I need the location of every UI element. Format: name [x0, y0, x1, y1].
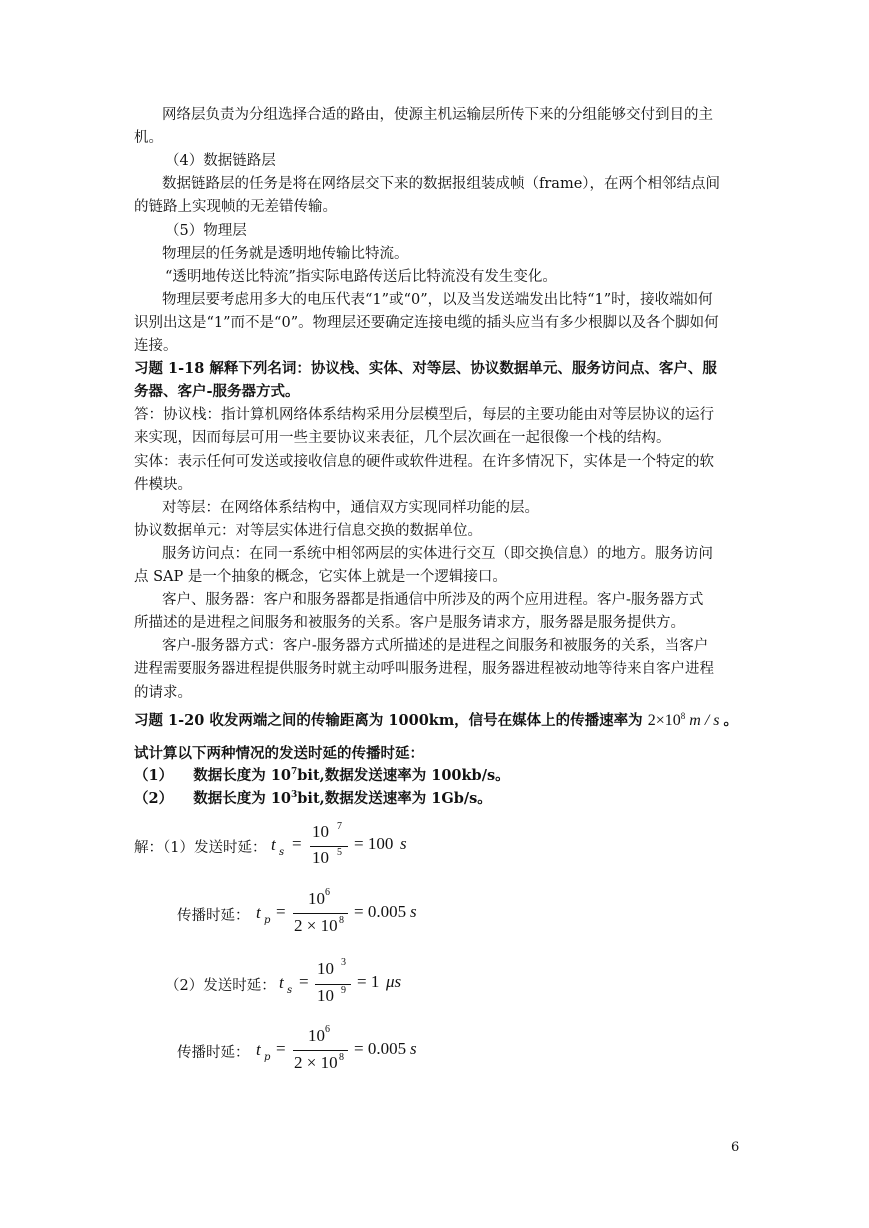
- text-line: 客户-服务器方式：客户-服务器方式所描述的是进程之间服务和被服务的关系，当客户: [162, 638, 709, 654]
- case2-number: （2）: [134, 790, 174, 807]
- text-line: 习题 1-18 解释下列名词：协议栈、实体、对等层、协议数据单元、服务访问点、客户、服: [134, 360, 717, 377]
- case2-text-a: 数据长度为 10: [193, 790, 292, 807]
- case1-text-b: bit,数据发送速率为 100kb/s。: [297, 767, 510, 784]
- eq1-equals: =: [292, 834, 302, 853]
- text-line: （4）数据链路层: [165, 153, 276, 169]
- text-line: 客户、服务器：客户和服务器都是指通信中所涉及的两个应用进程。客户-服务器方式: [162, 592, 704, 608]
- text-line: 物理层的任务就是透明地传输比特流。: [162, 246, 409, 262]
- text-line: 服务访问点：在同一系统中相邻两层的实体进行交互（即交换信息）的地方。服务访问: [162, 546, 713, 562]
- eq3-num-exp: 3: [341, 957, 346, 968]
- eq3-num-base: 10: [317, 959, 334, 978]
- eq4-result: = 0.005: [354, 1039, 407, 1058]
- text-line: 件模块。: [134, 477, 192, 493]
- eq2-var: t: [256, 903, 261, 922]
- eq4-den: 2 × 10: [294, 1053, 338, 1072]
- text-line: 连接。: [134, 338, 178, 354]
- text-line: 机。: [134, 130, 163, 146]
- text-line: 点 SAP 是一个抽象的概念，它实体上就是一个逻辑接口。: [134, 569, 507, 585]
- eq1-sub: s: [279, 847, 285, 858]
- text-line: 来实现，因而每层可用一些主要协议来表征，几个层次画在一起很像一个栈的结构。: [134, 430, 671, 446]
- eq4-unit: s: [410, 1039, 417, 1058]
- text-line: 物理层要考虑用多大的电压代表“1”或“0”，以及当发送端发出比特“1”时，接收端如何: [162, 292, 713, 308]
- case2-text-b: bit,数据发送速率为 1Gb/s。: [297, 790, 492, 807]
- text-line: 网络层负责为分组选择合适的路由，使源主机运输层所传下来的分组能够交付到目的主: [162, 107, 713, 123]
- text-line: 识别出这是“1”而不是“0”。物理层还要确定连接电缆的插头应当有多少根脚以及各个脚如何: [134, 315, 719, 331]
- eq4-fraction-bar: [293, 1050, 348, 1051]
- eq2-equals: =: [276, 902, 286, 921]
- text-line: 数据链路层的任务是将在网络层交下来的数据报组装成帧（frame），在两个相邻结点间: [162, 176, 721, 192]
- case1-text-a: 数据长度为 10: [193, 767, 292, 784]
- rate-exp: 8: [680, 711, 686, 721]
- eq2-den-exp: 8: [339, 915, 344, 926]
- eq3-result: = 1: [357, 972, 380, 991]
- case2-exp: 3: [291, 790, 298, 800]
- eq3-label: （2）发送时延：: [165, 978, 276, 994]
- eq3-unit: μs: [386, 972, 402, 991]
- eq1-label: 解：（1）发送时延：: [134, 840, 267, 856]
- eq4-den-exp: 8: [339, 1052, 344, 1063]
- text-line: 的链路上实现帧的无差错传输。: [134, 199, 337, 215]
- rate-times: ×: [655, 712, 665, 729]
- eq2-sub: p: [264, 915, 271, 926]
- problem-case-2: [134, 788, 744, 810]
- problem-1-20-head-text: 习题 1-20 收发两端之间的传输距离为 1000km，信号在媒体上的传播速率为: [134, 712, 643, 729]
- eq4-label: 传播时延：: [177, 1045, 250, 1061]
- equation-1: [134, 822, 554, 870]
- problem-1-20-line2: 试计算以下两种情况的发送时延的传播时延：: [134, 745, 424, 762]
- eq1-unit: s: [400, 834, 407, 853]
- eq4-equals: =: [276, 1039, 286, 1058]
- problem-case-1: [134, 765, 744, 787]
- rate-coef: 2: [647, 712, 656, 729]
- text-line: 务器、客户-服务器方式。: [134, 383, 300, 400]
- text-line: 协议数据单元：对等层实体进行信息交换的数据单位。: [134, 523, 482, 539]
- eq2-unit: s: [410, 902, 417, 921]
- text-line: （5）物理层: [165, 223, 247, 239]
- text-line: “透明地传送比特流”指实际电路传送后比特流没有发生变化。: [165, 269, 557, 285]
- eq4-num-exp: 6: [325, 1024, 330, 1035]
- page-number: 6: [731, 1140, 740, 1155]
- text-line: 所描述的是进程之间服务和被服务的关系。客户是服务请求方，服务器是服务提供方。: [134, 615, 685, 631]
- eq2-result: = 0.005: [354, 902, 407, 921]
- text-line: 实体：表示任何可发送或接收信息的硬件或软件进程。在许多情况下，实体是一个特定的软: [134, 454, 714, 470]
- eq1-den-exp: 5: [337, 847, 342, 858]
- eq2-label: 传播时延：: [177, 908, 250, 924]
- equation-4: [177, 1025, 597, 1075]
- equation-2: [177, 888, 597, 938]
- eq4-num-base: 10: [308, 1026, 325, 1045]
- text-line: 进程需要服务器进程提供服务时就主动呼叫服务进程，服务器进程被动地等待来自客户进程: [134, 661, 714, 677]
- eq3-den-exp: 9: [341, 985, 346, 996]
- eq1-fraction-bar: [310, 846, 348, 847]
- text-line: 答：协议栈：指计算机网络体系结构采用分层模型后，每层的主要功能由对等层协议的运行: [134, 407, 714, 423]
- rate-unit: m / s: [689, 712, 720, 729]
- problem-1-20-heading: [134, 710, 744, 732]
- equation-3: [165, 957, 585, 1007]
- eq1-num-exp: 7: [337, 821, 342, 832]
- eq1-result: = 100: [354, 834, 394, 853]
- eq1-den-base: 10: [312, 848, 329, 867]
- eq2-num-base: 10: [308, 889, 325, 908]
- eq3-sub: s: [287, 985, 293, 996]
- case1-number: （1）: [134, 767, 174, 784]
- text-line: 对等层：在网络体系结构中，通信双方实现同样功能的层。: [162, 500, 539, 516]
- eq2-den: 2 × 10: [294, 916, 338, 935]
- eq4-var: t: [256, 1040, 261, 1059]
- eq3-den-base: 10: [317, 986, 334, 1005]
- text-line: 的请求。: [134, 685, 192, 701]
- rate-base: 10: [664, 712, 681, 729]
- eq3-equals: =: [299, 972, 309, 991]
- rate-end: 。: [723, 712, 739, 729]
- eq3-var: t: [279, 973, 284, 992]
- eq1-num-base: 10: [312, 822, 329, 841]
- eq1-var: t: [271, 835, 276, 854]
- eq4-sub: p: [264, 1052, 271, 1063]
- eq2-num-exp: 6: [325, 887, 330, 898]
- eq2-fraction-bar: [293, 913, 348, 914]
- case1-exp: 7: [291, 767, 298, 777]
